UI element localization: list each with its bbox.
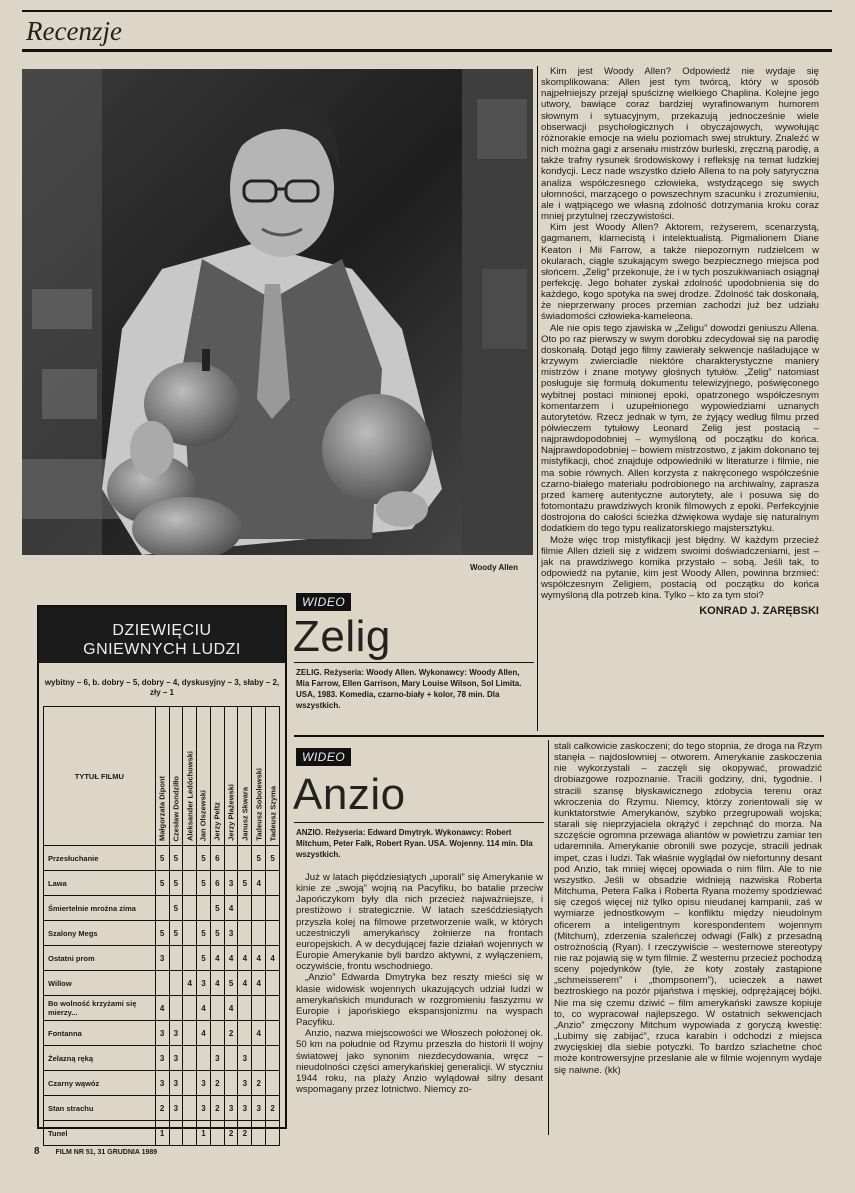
score-cell bbox=[183, 996, 197, 1021]
score-cell bbox=[238, 896, 252, 921]
table-row bbox=[44, 971, 280, 996]
score-cell: 4 bbox=[197, 1021, 211, 1046]
critic-name: Aleksander Ledóchowski bbox=[185, 750, 195, 841]
anzio-paragraph: „Anzio” Edwarda Dmytryka bez reszty mieści się w klasie widowisk wojennych ukazujących udział ludzi w amerykańskich mundurach w rozgromieniu faszyzmu w Europie i japońskiego ekspansjonizmu na wyspach Pacyfiku. bbox=[296, 972, 543, 1029]
score-cell: 3 bbox=[155, 1046, 169, 1071]
ratings-table bbox=[43, 706, 280, 1146]
anzio-paragraph: Anzio, nazwa miejscowości we Włoszech położonej ok. 50 km na południe od Rzymu przeszła do historii II wojny światowej jako synonim niezdecydowania, wręcz – nieudolności części amerykańskiej generalicji. W styczniu 1944 roku, na plaży Anzio wylądował silny desant wspomagany przez lotnictwo. Niemcy zo- bbox=[296, 1028, 543, 1095]
zelig-wideo-tag: WIDEO bbox=[296, 593, 351, 611]
zelig-paragraph: Kim jest Woody Allen? Odpowiedź nie wydaje się skomplikowana: Allen jest tym twórcą, który w sposób najpełniejszy przejął spuściznę wielkiego Chaplina. Kolejne jego utwory, bawiące coraz bardziej wyrafinowanym humorem słownym i sytuacyjnym, przekazują jednocześnie wiele obserwacji psychologicznych i obyczajowych, wywołując różnorakie emocje na wielu poziomach swej struktury. Znaleźć w nich można gagi z arsenału mistrzów burleski, zręczną parodię, a także trafny rysunek środowiskowy i refleksję na temat ludzkiej kondycji. Lecz nade wszystko dzieło Allena to na poły satyryczna analiza współczesnego człowieka, wstydzącego się swych ułomności, marzącego o powszechnym szacunku i zrozumieniu, ale i wątpiącego we własną zdolność dotrzymania kroku coraz mniej przytulnej rzeczywistości. bbox=[541, 66, 819, 223]
score-cell: 4 bbox=[238, 971, 252, 996]
score-cell: 2 bbox=[155, 1096, 169, 1121]
film-title-cell: Willow bbox=[44, 971, 156, 996]
score-cell: 3 bbox=[238, 1046, 252, 1071]
score-cell bbox=[266, 1021, 280, 1046]
critic-column-header bbox=[155, 707, 169, 846]
score-cell bbox=[183, 1071, 197, 1096]
anzio-column-rule bbox=[548, 740, 549, 1135]
zelig-paragraph: Ale nie opis tego zjawiska w „Zeligu” dowodzi geniuszu Allena. Oto po raz pierwszy w swym dorobku zdecydował się na parodię doskonałą. Dotąd jego filmy zawierały sekwencje naśladujące w krzywym zwierciadle niektóre charakterystyczne maniery mistrzów i znane motywy głośnych tytułów. „Zelig” natomiast posługuje się formułą dokumentu telewizyjnego, poświęconego wybitnej postaci minionej epoki, opatrzonego współczesnym komentarzem i uzupełnionego wypowiedziami uznanych autorytetów. Rzecz jednak w tym, że żyjący według filmu przed półwieczem tytułowy Leonard Zelig jest postacią – najprawdopodobniej – wymyśloną od początku do końca. Najprawdopodobniej – bowiem mistrzostwo, z jakim dokonano tej mistyfikacji, choć znajduje odpowiedniki w literaturze i filmie, nie ma sobie równych. Allen korzysta z nakręconego współcześnie czarno-białego materiału podrobionego na archiwalny, zaprasza przed kamerę autentyczne autorytety, ale i posuwa się do fotomontażu prawdziwych kronik filmowych z epoki. Perfekcyjnie dostrojona do całości ścieżka dźwiękowa wydaje się naturalnym dodatkiem do tego typu realizatorskiego majstersztyku. bbox=[541, 322, 819, 535]
woody-allen-photo bbox=[22, 69, 533, 555]
score-cell: 5 bbox=[169, 846, 183, 871]
score-cell: 5 bbox=[155, 921, 169, 946]
score-cell: 5 bbox=[197, 946, 211, 971]
score-cell bbox=[183, 921, 197, 946]
critic-name: Tadeusz Sobolewski bbox=[254, 768, 264, 841]
score-cell: 2 bbox=[224, 1021, 238, 1046]
score-cell: 2 bbox=[210, 1096, 224, 1121]
table-row bbox=[44, 1121, 280, 1146]
photo-caption: Woody Allen bbox=[470, 563, 518, 572]
issue-info: FILM NR 51, 31 GRUDNIA 1989 bbox=[55, 1149, 158, 1156]
score-cell: 4 bbox=[224, 896, 238, 921]
critic-name: Jan Olszewski bbox=[198, 789, 208, 841]
film-title-cell: Przesłuchanie bbox=[44, 846, 156, 871]
rating-scale: wybitny – 6, b. dobry – 5, dobry – 4, dyskusyjny – 3, słaby – 2, zły – 1 bbox=[44, 678, 280, 697]
score-cell: 5 bbox=[155, 871, 169, 896]
score-cell bbox=[266, 996, 280, 1021]
table-row bbox=[44, 996, 280, 1021]
zelig-review-text bbox=[541, 66, 819, 618]
table-row bbox=[44, 1021, 280, 1046]
anzio-credits: ANZIO. Reżyseria: Edward Dmytryk. Wykonawcy: Robert Mitchum, Peter Falk, Robert Ryan. USA. Wojenny. 114 min. Dla wszystkich. bbox=[296, 828, 533, 859]
score-cell bbox=[155, 971, 169, 996]
score-cell bbox=[266, 921, 280, 946]
critic-column-header bbox=[210, 707, 224, 846]
score-cell: 3 bbox=[238, 1071, 252, 1096]
header-rule bbox=[22, 49, 832, 52]
score-cell bbox=[266, 871, 280, 896]
score-cell bbox=[169, 946, 183, 971]
score-cell: 2 bbox=[252, 1071, 266, 1096]
photo-illustration bbox=[22, 69, 533, 555]
anzio-title-rule bbox=[294, 822, 544, 823]
anzio-paragraph: stali całkowicie zaskoczeni; do tego stopnia, że droga na Rzym stanęła – najdosłowniej – otworem. Amerykanie zaskoczenia nie wykorzystali – zaczęli się okopywać, prowadzić drobiazgowe rozpoznanie. Tracili godziny, dni, tygodnie. I stracili szansę błyskawicznego zdobycia terenu oraz wkroczenia do Rzymu. Niemcy, którzy zorientowali się w kunktatorstwie Amerykanów, szybko przegrupowali wojska; starali się nieprzyjaciela okrążyć i zepchnąć do morza. Na szczęście ogromna przewaga aliantów w powietrzu zamiar ten udaremniła. Amerykanie obronili swe pozycje, stracili jednak impet, czas i ludzi. Tak właśnie wyglądał ów niefortunny desant pod Anzio, tak mniej więcej opowiada o nim film. Ale to nie wszystko. Jeśli w obsadzie widnieją nazwiska Roberta Mitchuma, Petera Falka i Roberta Ryana możemy spodziewać się czegoś więcej niż tylko opisu nieudanej kampanii, zaś w wymiarze jednostkowym – konfliktu między nieudolnym oficerem a inteligentnym korespondentem wojennym (Mitchum), zderzenia szaleńczej odwagi (Falk) z przesadną ostrożnością (Ryan). I rzeczywiście – westernowe stereotypy nie raz pojawią się w tym filmie. Z westernu przecież pochodzą sceny pojedynków (tyle, że koty zostały zastąpione „schmeisserem” i „thompsonem”), ucieczek a nawet beztroskiego na pozór pijaństwa i męskiej, odprężającej bójki. Nie ma się czemu dziwić – film amerykański zawsze kopiuje to, co wypracował najlepszego. W ostatnich sekwencjach „Anzio” zmęczony Mitchum wypowiada z goryczą kwestię: „Lubimy się zabijać”, rzuca karabin i odchodzi z miejsca zwycięskiej dla siebie potyczki. To bardzo szlachetne choć może kontrowersyjne przesłanie ale w filmie wojennym wydaje się naiwne. (kk) bbox=[554, 741, 822, 1076]
zelig-title: Zelig bbox=[293, 612, 391, 661]
score-cell: 3 bbox=[224, 921, 238, 946]
score-cell: 2 bbox=[224, 1121, 238, 1146]
score-cell: 5 bbox=[169, 921, 183, 946]
section-title: Recenzje bbox=[26, 16, 122, 46]
score-cell: 5 bbox=[238, 871, 252, 896]
score-cell: 1 bbox=[197, 1121, 211, 1146]
score-cell bbox=[224, 1071, 238, 1096]
score-cell bbox=[197, 1046, 211, 1071]
score-cell bbox=[183, 1096, 197, 1121]
score-cell bbox=[183, 1046, 197, 1071]
film-title-cell: Stan strachu bbox=[44, 1096, 156, 1121]
score-cell bbox=[266, 1071, 280, 1096]
score-cell: 6 bbox=[210, 846, 224, 871]
score-cell: 2 bbox=[238, 1121, 252, 1146]
score-cell: 3 bbox=[197, 1071, 211, 1096]
table-row bbox=[44, 1071, 280, 1096]
score-cell bbox=[224, 1046, 238, 1071]
column-rule bbox=[537, 66, 538, 731]
score-cell bbox=[238, 846, 252, 871]
film-title-column-header: TYTUŁ FILMU bbox=[44, 707, 156, 846]
score-cell bbox=[252, 1121, 266, 1146]
score-cell: 3 bbox=[155, 946, 169, 971]
score-cell: 3 bbox=[238, 1096, 252, 1121]
critic-name: Czesław Dondziłło bbox=[171, 775, 181, 841]
critic-name: Jerzy Płażewski bbox=[226, 784, 236, 841]
anzio-text-right bbox=[554, 741, 822, 1076]
zelig-paragraph: Kim jest Woody Allen? Aktorem, reżyserem, scenarzystą, gagmanem, klarnecistą i intelektualistą. Pigmalionem Diane Keaton i Mii Farrow, a także niepozornym rudzielcem w okularach, ciągle szukającym swego bezpiecznego miejsca pod słońcem. „Zelig” przekonuje, że i w tych poszukiwaniach osiągnął perfekcję. Jego bohater zyskał zdolność upodobnienia się do każdego, kogo spotyka na swej drodze. Zdolność tak doskonałą, że nieprzerwany proces przemian zachodzi już bez udziału świadomości człowieka-kameleona. bbox=[541, 222, 819, 323]
table-row bbox=[44, 896, 280, 921]
score-cell: 4 bbox=[266, 946, 280, 971]
score-cell: 4 bbox=[210, 946, 224, 971]
score-cell bbox=[183, 846, 197, 871]
critic-column-header bbox=[252, 707, 266, 846]
critics-rating-box bbox=[37, 605, 287, 1138]
critic-column-header bbox=[197, 707, 211, 846]
score-cell: 4 bbox=[252, 871, 266, 896]
score-cell: 3 bbox=[169, 1096, 183, 1121]
score-cell: 3 bbox=[197, 971, 211, 996]
score-cell bbox=[252, 996, 266, 1021]
score-cell: 3 bbox=[224, 1096, 238, 1121]
score-cell: 1 bbox=[155, 1121, 169, 1146]
score-cell: 3 bbox=[169, 1046, 183, 1071]
film-title-cell: Lawa bbox=[44, 871, 156, 896]
score-cell bbox=[183, 896, 197, 921]
film-title-cell: Śmiertelnie mroźna zima bbox=[44, 896, 156, 921]
film-title-cell: Czarny wąwóz bbox=[44, 1071, 156, 1096]
film-title-cell: Bo wolność krzyżami się mierzy... bbox=[44, 996, 156, 1021]
score-cell: 2 bbox=[210, 1071, 224, 1096]
score-cell: 3 bbox=[155, 1021, 169, 1046]
score-cell: 4 bbox=[197, 996, 211, 1021]
anzio-title: Anzio bbox=[293, 770, 406, 819]
score-cell bbox=[266, 1046, 280, 1071]
score-cell: 5 bbox=[266, 846, 280, 871]
score-cell: 5 bbox=[197, 921, 211, 946]
score-cell: 5 bbox=[197, 846, 211, 871]
score-cell: 3 bbox=[210, 1046, 224, 1071]
zelig-credits: ZELIG. Reżyseria: Woody Allen. Wykonawcy: Woody Allen, Mia Farrow, Ellen Garrison, Mary Louise Wilson, Sol Limita. USA, 1983. Komedia, czarno-biały + kolor, 78 min. Dla wszystkich. bbox=[296, 668, 522, 710]
score-cell bbox=[252, 1046, 266, 1071]
score-cell: 5 bbox=[224, 971, 238, 996]
score-cell bbox=[238, 921, 252, 946]
score-cell: 4 bbox=[238, 946, 252, 971]
table-row bbox=[44, 1096, 280, 1121]
score-cell bbox=[238, 1021, 252, 1046]
rating-box-title bbox=[39, 607, 285, 663]
ratings-header-row bbox=[44, 707, 280, 846]
critic-name: Jerzy Peltz bbox=[212, 802, 222, 841]
score-cell: 2 bbox=[266, 1096, 280, 1121]
score-cell bbox=[238, 996, 252, 1021]
score-cell: 4 bbox=[252, 971, 266, 996]
score-cell: 4 bbox=[224, 996, 238, 1021]
score-cell bbox=[169, 996, 183, 1021]
score-cell: 5 bbox=[169, 896, 183, 921]
score-cell: 3 bbox=[169, 1021, 183, 1046]
score-cell bbox=[197, 896, 211, 921]
score-cell: 5 bbox=[197, 871, 211, 896]
score-cell: 4 bbox=[224, 946, 238, 971]
critic-name: Tadeusz Szyma bbox=[268, 785, 278, 841]
score-cell: 3 bbox=[155, 1071, 169, 1096]
zelig-paragraph: Może więc trop mistyfikacji jest błędny. W każdym przecież filmie Allen dzieli się z widzem swoimi doświadczeniami, jest – jak na prawdziwego komika przystało – sobą. Jeśli tak, to odpowiedź na pytanie, kim jest Woody Allen, powinna brzmieć: współczesnym Zeligiem, postacią od początku do końca wymyśloną dla potrzeb kina. Tylko – kto za tym stoi? bbox=[541, 534, 819, 602]
score-cell: 6 bbox=[210, 871, 224, 896]
score-cell bbox=[183, 871, 197, 896]
score-cell: 5 bbox=[155, 846, 169, 871]
score-cell bbox=[252, 921, 266, 946]
score-cell: 3 bbox=[252, 1096, 266, 1121]
score-cell bbox=[210, 996, 224, 1021]
zelig-author: KONRAD J. ZARĘBSKI bbox=[699, 604, 819, 617]
table-row bbox=[44, 946, 280, 971]
critic-column-header bbox=[238, 707, 252, 846]
score-cell bbox=[210, 1121, 224, 1146]
score-cell bbox=[155, 896, 169, 921]
table-row bbox=[44, 1046, 280, 1071]
anzio-top-rule bbox=[294, 735, 824, 737]
table-row bbox=[44, 921, 280, 946]
score-cell: 5 bbox=[252, 846, 266, 871]
top-rule bbox=[22, 10, 832, 12]
film-title-cell: Ostatni prom bbox=[44, 946, 156, 971]
table-row bbox=[44, 846, 280, 871]
score-cell: 4 bbox=[252, 1021, 266, 1046]
anzio-wideo-tag: WIDEO bbox=[296, 748, 351, 766]
score-cell: 3 bbox=[169, 1071, 183, 1096]
score-cell: 4 bbox=[252, 946, 266, 971]
score-cell bbox=[183, 1121, 197, 1146]
score-cell: 4 bbox=[183, 971, 197, 996]
score-cell bbox=[224, 846, 238, 871]
score-cell: 4 bbox=[155, 996, 169, 1021]
score-cell: 5 bbox=[169, 871, 183, 896]
anzio-text-left bbox=[296, 872, 543, 1095]
score-cell bbox=[169, 1121, 183, 1146]
score-cell bbox=[252, 896, 266, 921]
score-cell bbox=[183, 1021, 197, 1046]
score-cell bbox=[169, 971, 183, 996]
critic-name: Małgorzata Dipont bbox=[157, 776, 167, 841]
anzio-paragraph: Już w latach pięćdziesiątych „uporali” się Amerykanie w kinie ze „swoją” wojną na Pacyfiku, bo batalie przeciw Japończykom były dla nich przecież najważniejsze, i prestiżowo i strategicznie. W latach sześćdziesiątych przyszła kolej na filmowe przetworzenie walk, w których uczestniczyli amerykańscy żołnierze na frontach europejskich. A w decydującej fazie działań wojennych w Europie Amerykanie byli bardzo aktywni, z wyłączeniem, oczywiście, frontu wschodniego. bbox=[296, 872, 543, 973]
page-number: 8 bbox=[34, 1146, 40, 1157]
film-title-cell: Tunel bbox=[44, 1121, 156, 1146]
rating-box-title-line2: GNIEWNYCH LUDZI bbox=[83, 641, 241, 658]
score-cell bbox=[210, 1021, 224, 1046]
rating-box-title-line1: DZIEWIĘCIU bbox=[112, 622, 212, 639]
score-cell: 3 bbox=[197, 1096, 211, 1121]
film-title-cell: Żelazną ręką bbox=[44, 1046, 156, 1071]
score-cell bbox=[266, 971, 280, 996]
film-title-cell: Szalony Megs bbox=[44, 921, 156, 946]
table-row bbox=[44, 871, 280, 896]
score-cell bbox=[183, 946, 197, 971]
score-cell bbox=[266, 896, 280, 921]
zelig-title-rule bbox=[294, 662, 534, 663]
score-cell: 5 bbox=[210, 921, 224, 946]
score-cell: 4 bbox=[210, 971, 224, 996]
critic-column-header bbox=[183, 707, 197, 846]
film-title-cell: Fontanna bbox=[44, 1021, 156, 1046]
score-cell bbox=[266, 1121, 280, 1146]
score-cell: 3 bbox=[224, 871, 238, 896]
score-cell: 5 bbox=[210, 896, 224, 921]
critic-column-header bbox=[224, 707, 238, 846]
critic-column-header bbox=[169, 707, 183, 846]
critic-column-header bbox=[266, 707, 280, 846]
page-footer bbox=[34, 1146, 157, 1157]
critic-name: Janusz Skwara bbox=[240, 787, 250, 841]
